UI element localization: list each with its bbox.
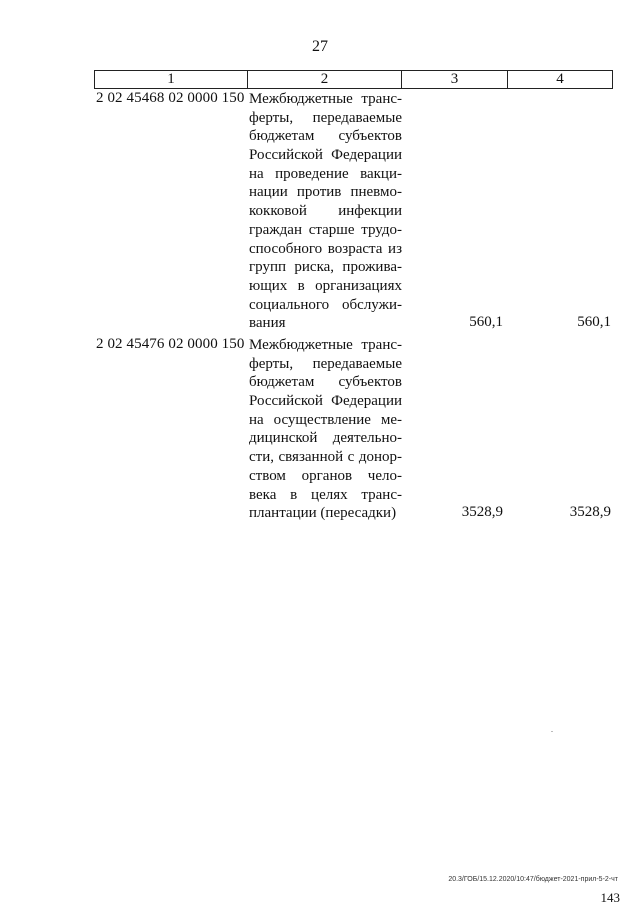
row-description <box>249 336 402 523</box>
description-line: бюджетам субъектов <box>249 128 402 145</box>
description-line: Российской Федерации <box>249 147 402 164</box>
row-description <box>249 90 402 333</box>
budget-code: 2 02 45468 02 0000 150 <box>96 90 245 106</box>
value-col3: 3528,9 <box>461 504 503 520</box>
description-line: плантации (пересадки) <box>249 505 397 522</box>
value-col3: 560,1 <box>469 314 503 330</box>
value-col4: 560,1 <box>577 314 611 330</box>
table-header-cell: 4 <box>556 71 564 87</box>
page-number-top: 27 <box>312 38 328 55</box>
description-line: граждан старше трудо- <box>249 221 402 238</box>
page-number-bottom: 143 <box>600 890 620 905</box>
budget-code: 2 02 45476 02 0000 150 <box>96 336 245 352</box>
description-line: сти, связанной с донор- <box>249 449 402 466</box>
description-line: социального обслужи- <box>249 296 402 313</box>
description-line: кокковой инфекции <box>249 203 402 220</box>
description-line: дицинской деятельно- <box>249 430 402 447</box>
description-line: ферты, передаваемые <box>249 355 402 372</box>
scan-speck <box>551 731 553 732</box>
description-line: ющих в организациях <box>249 277 402 294</box>
description-line: на осуществление ме- <box>249 411 402 428</box>
description-line: ством органов чело- <box>249 467 402 484</box>
table-header-cell: 1 <box>95 71 248 88</box>
description-line: Межбюджетные транс- <box>249 91 402 107</box>
description-line: вания <box>249 315 286 332</box>
description-line: ферты, передаваемые <box>249 109 402 126</box>
description-line: бюджетам субъектов <box>249 374 402 391</box>
description-line: Межбюджетные транс- <box>249 337 402 353</box>
value-col4: 3528,9 <box>569 504 611 520</box>
table-header-cell: 2 <box>248 71 402 88</box>
footer-stamp: 20.3/ГОБ/15.12.2020/10:47/бюджет-2021-прил-5-2-чт <box>448 876 618 883</box>
description-line: Российской Федерации <box>249 393 402 410</box>
description-line: на проведение вакци- <box>249 165 402 182</box>
table-header-row <box>94 70 613 89</box>
description-line: века в целях транс- <box>249 486 402 503</box>
description-line: способного возраста из <box>249 240 402 257</box>
table-header-cell: 3 <box>402 71 508 88</box>
description-line: групп риска, прожива- <box>249 259 402 276</box>
description-line: нации против пневмо- <box>249 184 402 201</box>
